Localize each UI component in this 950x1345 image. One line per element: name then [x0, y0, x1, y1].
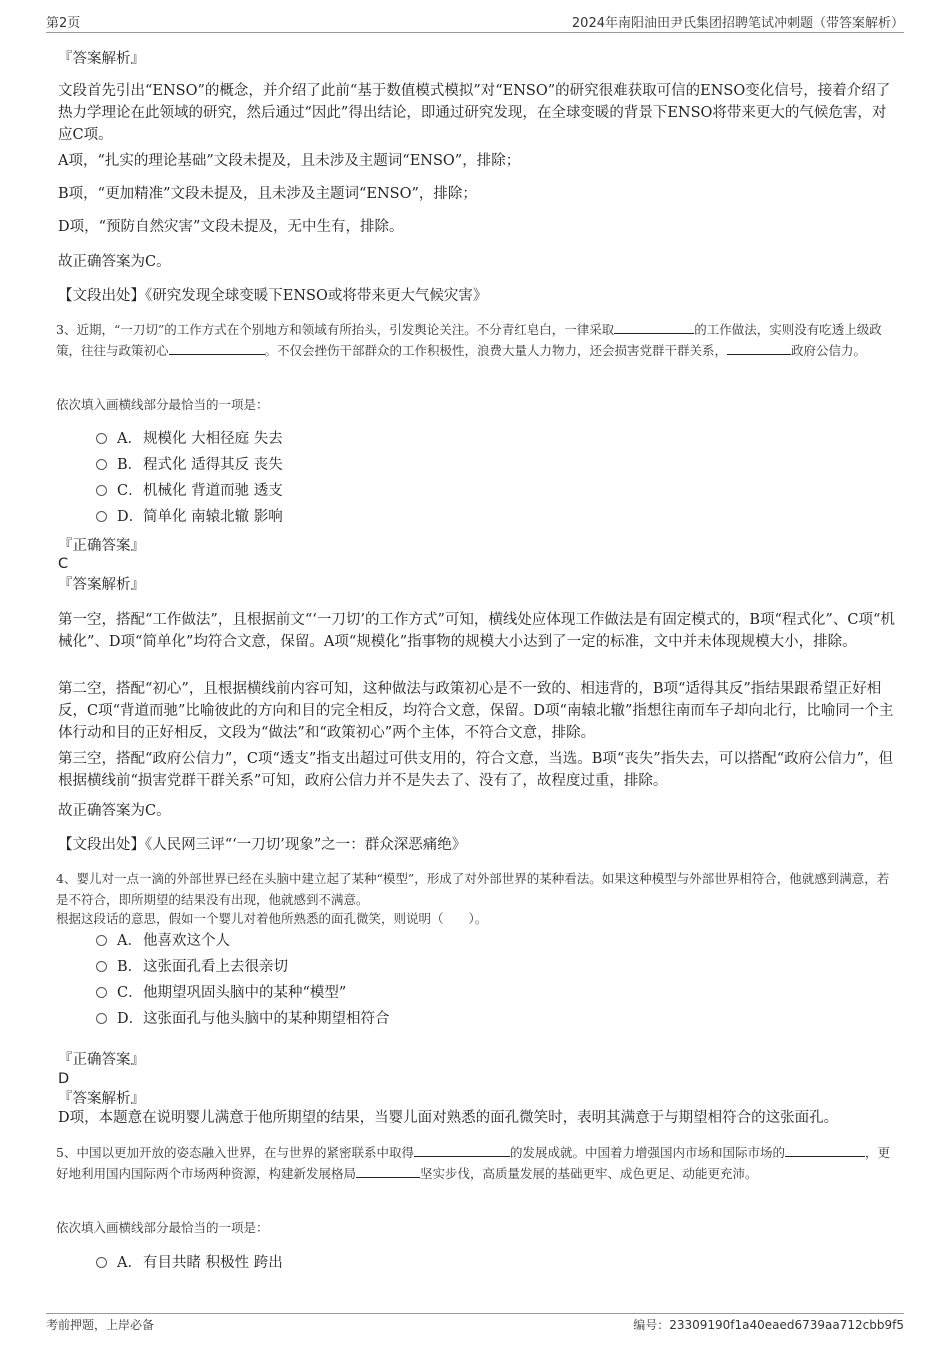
page-number: 第2页 [46, 16, 81, 31]
q4-analysis-paragraph: D项，本题意在说明婴儿满意于他所期望的结果，当婴儿面对熟悉的面孔微笑时，表明其满意于与期望相符合的这张面孔。 [58, 1110, 839, 1126]
radio-icon[interactable] [96, 459, 107, 470]
q3-correct-answer: C [58, 556, 69, 572]
radio-icon[interactable] [96, 1257, 107, 1268]
q4-question: 根据这段话的意思，假如一个婴儿对着他所熟悉的面孔微笑，则说明（ ）。 [56, 911, 488, 926]
q3-blank-3 [727, 342, 791, 355]
q2-analysis-paragraph-2: A项，“扎实的理论基础”文段未提及，且未涉及主题词“ENSO”，排除； [58, 153, 521, 169]
q4-option-d[interactable]: D．这张面孔与他头脑中的某种期望相符合 [96, 1009, 390, 1029]
q4-correct-label: 『正确答案』 [58, 1052, 145, 1068]
q4-analysis-label: 『答案解析』 [58, 1091, 145, 1107]
q5-instruction: 依次填入画横线部分最恰当的一项是： [56, 1220, 269, 1235]
radio-icon[interactable] [96, 433, 107, 444]
q4-option-b[interactable]: B．这张面孔看上去很亲切 [96, 957, 288, 977]
document-code: 编号：23309190f1a40eaed6739aa712cbb9f5 [633, 1318, 904, 1332]
q2-analysis-paragraph-3: B项，“更加精准”文段未提及，且未涉及主题词“ENSO”，排除； [58, 186, 477, 202]
q3-source: 【文段出处】《人民网三评“‘一刀切’现象”之一：群众深恶痛绝》 [58, 837, 467, 853]
q3-stem: 3、近期，“一刀切”的工作方式在个别地方和领域有所抬头，引发舆论关注。不分青红皂白，一律采取 的工作做法，实则没有吃透上级政策，往往与政策初心 。不仅会挫伤干部群众的工作积极性，浪费大量人力物力，还会损害党群干群关系， 政府公信力。 [56, 322, 882, 358]
q2-source: 【文段出处】《研究发现全球变暖下ENSO或将带来更大气候灾害》 [58, 288, 488, 304]
page-footer [46, 1313, 904, 1335]
q3-correct-label: 『正确答案』 [58, 538, 145, 554]
document-title: 2024年南阳油田尹氏集团招聘笔试冲刺题（带答案解析） [571, 16, 904, 31]
q4-stem: 4、婴儿对一点一滴的外部世界已经在头脑中建立起了某种“模型”，形成了对外部世界的某种看法。如果这种模型与外部世界相符合，他就感到满意，若是不符合，即所期望的结果没有出现，他就感到不满意。 [56, 871, 890, 907]
q2-analysis-label: 『答案解析』 [58, 51, 145, 67]
q4-correct-answer: D [58, 1071, 70, 1087]
q3-analysis-label: 『答案解析』 [58, 577, 145, 593]
q3-blank-1 [614, 321, 694, 334]
q3-instruction: 依次填入画横线部分最恰当的一项是： [56, 397, 269, 412]
footer-slogan: 考前押题，上岸必备 [46, 1318, 155, 1332]
q3-option-b[interactable]: B．程式化 适得其反 丧失 [96, 455, 283, 475]
radio-icon[interactable] [96, 961, 107, 972]
q2-analysis-paragraph-4: D项，“预防自然灾害”文段未提及，无中生有，排除。 [58, 219, 404, 235]
radio-icon[interactable] [96, 485, 107, 496]
page-header [46, 12, 904, 33]
q3-analysis-paragraph-2: 第二空，搭配“初心”，且根据横线前内容可知，这种做法与政策初心是不一致的、相违背的，B项“适得其反”指结果跟希望正好相反，C项“背道而驰”比喻彼此的方向和目的完全相反，均符合文意，保留。D项“南辕北辙”指想往南而车子却向北行，比喻同一个主体行动和目的正好相反，文段为“做法”和“政策初心”两个主体，不符合文意，排除。 [58, 681, 894, 741]
q5-option-a[interactable]: A．有目共睹 积极性 跨出 [96, 1253, 283, 1273]
q3-option-d[interactable]: D．简单化 南辕北辙 影响 [96, 507, 283, 527]
q3-option-a[interactable]: A．规模化 大相径庭 失去 [96, 429, 283, 449]
q3-blank-2 [169, 342, 265, 355]
radio-icon[interactable] [96, 511, 107, 522]
radio-icon[interactable] [96, 1013, 107, 1024]
q2-analysis-paragraph-1: 文段首先引出“ENSO”的概念，并介绍了此前“基于数值模式模拟”对“ENSO”的研究很难获取可信的ENSO变化信号，接着介绍了热力学理论在此领域的研究，然后通过“因此”得出结论，即通过研究发现，在全球变暖的背景下ENSO将带来更大的气候危害，对应C项。 [58, 83, 891, 143]
radio-icon[interactable] [96, 987, 107, 998]
q5-stem: 5、中国以更加开放的姿态融入世界，在与世界的紧密联系中取得 的发展成就。中国着力增强国内市场和国际市场的 ，更好地利用国内国际两个市场两种资源，构建新发展格局 坚实步伐，高质量发展的基础更牢、成色更足、动能更充沛。 [56, 1145, 890, 1181]
q5-blank-1 [414, 1144, 510, 1157]
q4-option-c[interactable]: C．他期望巩固头脑中的某种“模型” [96, 983, 346, 1003]
q2-analysis-conclusion: 故正确答案为C。 [58, 254, 171, 270]
q5-blank-2 [785, 1144, 865, 1157]
q3-analysis-paragraph-3: 第三空，搭配“政府公信力”，C项“透支”指支出超过可供支用的，符合文意，当选。B项“丧失”指失去，可以搭配“政府公信力”，但根据横线前“损害党群干群关系”可知，政府公信力并不是失去了、没有了，故程度过重，排除。 [58, 751, 894, 789]
q3-option-c[interactable]: C．机械化 背道而驰 透支 [96, 481, 283, 501]
q5-blank-3 [356, 1165, 420, 1178]
q3-analysis-paragraph-1: 第一空，搭配“工作做法”，且根据前文“‘一刀切’的工作方式”可知，横线处应体现工作做法是有固定模式的，B项“程式化”、C项“机械化”、D项“简单化”均符合文意，保留。A项“规模化”指事物的规模大小达到了一定的标准，文中并未体现规模大小，排除。 [58, 612, 895, 650]
q3-analysis-conclusion: 故正确答案为C。 [58, 803, 171, 819]
q4-option-a[interactable]: A．他喜欢这个人 [96, 931, 230, 951]
radio-icon[interactable] [96, 935, 107, 946]
